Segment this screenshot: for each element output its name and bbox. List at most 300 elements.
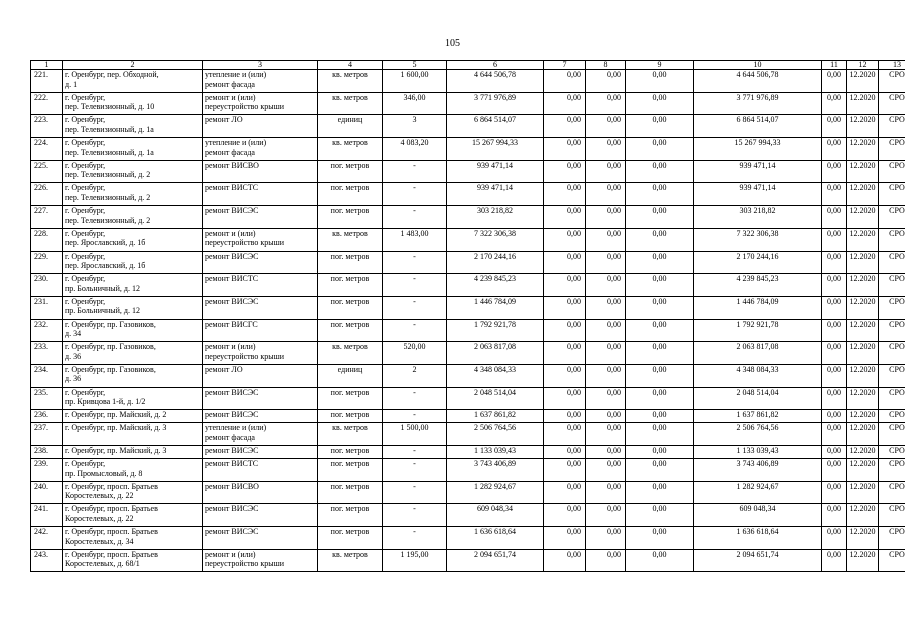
total-cost-cell: 4 348 084,33	[447, 364, 544, 387]
col11-cell: 0,00	[822, 549, 847, 572]
address-cell-line: пер. Ярославский, д. 1б	[65, 261, 146, 270]
address-cell-line: пр. Больничный, д. 12	[65, 306, 141, 316]
col7-cell: 0,00	[544, 527, 586, 550]
work-type-cell-line: ремонт ВИСВО	[205, 481, 259, 491]
table-row	[31, 296, 905, 319]
completion-date-cell: 12.2020	[847, 206, 879, 229]
quantity-cell: -	[383, 446, 447, 459]
table-row	[31, 459, 905, 482]
col7-cell: 0,00	[544, 459, 586, 482]
col11-cell: 0,00	[822, 410, 847, 423]
row-number: 222.	[31, 92, 63, 115]
row-number: 230.	[31, 274, 63, 297]
column-number-row	[31, 61, 905, 70]
col7-cell: 0,00	[544, 504, 586, 527]
funding-method-cell: СРО	[879, 115, 905, 138]
address-cell-line: д. 36	[65, 374, 82, 384]
completion-date-cell: 12.2020	[847, 183, 879, 206]
row-number: 226.	[31, 183, 63, 206]
col11-cell: 0,00	[822, 504, 847, 527]
row-number: 238.	[31, 446, 63, 459]
unit-cell: пог. метров	[318, 387, 383, 410]
funding-method-cell: СРО	[879, 504, 905, 527]
col9-cell: 0,00	[626, 296, 694, 319]
col10-cell: 1 637 861,82	[694, 410, 822, 423]
col10-cell: 1 282 924,67	[694, 481, 822, 504]
work-type-cell-line: утепление и (или)	[205, 70, 267, 79]
unit-cell: кв. метров	[318, 423, 383, 446]
col9-cell: 0,00	[626, 342, 694, 365]
row-number: 242.	[31, 527, 63, 550]
table-row	[31, 274, 905, 297]
table-row	[31, 183, 905, 206]
col8-cell: 0,00	[586, 296, 626, 319]
work-type-cell	[203, 410, 318, 423]
total-cost-cell: 2 506 764,56	[447, 423, 544, 446]
completion-date-cell: 12.2020	[847, 549, 879, 572]
address-cell-line: г. Оренбург,	[65, 296, 106, 306]
total-cost-cell: 3 771 976,89	[447, 92, 544, 115]
total-cost-cell: 7 322 306,38	[447, 228, 544, 251]
completion-date-cell: 12.2020	[847, 342, 879, 365]
col7-cell: 0,00	[544, 206, 586, 229]
col10-cell: 1 133 039,43	[694, 446, 822, 459]
work-type-cell-line: ремонт ВИСЭС	[205, 410, 259, 420]
quantity-cell: -	[383, 459, 447, 482]
col10-cell: 6 864 514,07	[694, 115, 822, 138]
table-row	[31, 160, 905, 183]
funding-method-cell: СРО	[879, 206, 905, 229]
address-cell	[63, 296, 203, 319]
completion-date-cell: 12.2020	[847, 70, 879, 93]
col10-cell: 4 644 506,78	[694, 70, 822, 93]
col7-cell: 0,00	[544, 274, 586, 297]
column-number-header: 13	[879, 61, 905, 70]
col8-cell: 0,00	[586, 183, 626, 206]
work-type-cell-line: ремонт ВИСЭС	[205, 504, 259, 514]
work-type-cell-line: переустройство крыши	[205, 102, 285, 112]
total-cost-cell: 939 471,14	[447, 183, 544, 206]
total-cost-cell: 1 282 924,67	[447, 481, 544, 504]
address-cell-line: д. 36	[65, 351, 82, 361]
work-type-cell	[203, 504, 318, 527]
work-type-cell-line: ремонт ВИСЭС	[205, 527, 259, 537]
work-type-cell-line: ремонт фасада	[205, 147, 255, 157]
address-cell-line: г. Оренбург,	[65, 115, 106, 125]
address-cell-line: Коростелевых, д. 22	[65, 491, 134, 501]
col11-cell: 0,00	[822, 527, 847, 550]
address-cell-line: г. Оренбург, пр. Майский, д. 3	[65, 423, 167, 433]
table-row	[31, 410, 905, 423]
col9-cell: 0,00	[626, 228, 694, 251]
column-number-header: 6	[447, 61, 544, 70]
work-type-cell-line: ремонт ВИСВО	[205, 160, 259, 170]
address-cell-line: г. Оренбург,	[65, 387, 106, 397]
col7-cell: 0,00	[544, 481, 586, 504]
col11-cell: 0,00	[822, 206, 847, 229]
total-cost-cell: 1 133 039,43	[447, 446, 544, 459]
col10-cell: 939 471,14	[694, 160, 822, 183]
col9-cell: 0,00	[626, 504, 694, 527]
col10-cell: 303 218,82	[694, 206, 822, 229]
column-number-header: 3	[203, 61, 318, 70]
address-cell	[63, 387, 203, 410]
col9-cell: 0,00	[626, 92, 694, 115]
table-header	[31, 61, 905, 70]
col11-cell: 0,00	[822, 228, 847, 251]
col8-cell: 0,00	[586, 504, 626, 527]
work-type-cell-line: переустройство крыши	[205, 559, 285, 569]
work-type-cell	[203, 160, 318, 183]
funding-method-cell: СРО	[879, 138, 905, 161]
table-row	[31, 138, 905, 161]
work-type-cell-line: ремонт ЛО	[205, 115, 243, 125]
total-cost-cell: 609 048,34	[447, 504, 544, 527]
funding-method-cell: СРО	[879, 70, 905, 93]
completion-date-cell: 12.2020	[847, 410, 879, 423]
address-cell-line: г. Оренбург, пр. Майский, д. 3	[65, 446, 167, 455]
quantity-cell: -	[383, 206, 447, 229]
col7-cell: 0,00	[544, 423, 586, 446]
col9-cell: 0,00	[626, 206, 694, 229]
column-number-header: 11	[822, 61, 847, 70]
column-number-header: 1	[31, 61, 63, 70]
work-type-cell	[203, 183, 318, 206]
address-cell-line: г. Оренбург,	[65, 251, 106, 261]
column-number-header: 8	[586, 61, 626, 70]
col11-cell: 0,00	[822, 342, 847, 365]
col8-cell: 0,00	[586, 342, 626, 365]
col11-cell: 0,00	[822, 251, 847, 274]
address-cell	[63, 410, 203, 423]
work-type-cell	[203, 364, 318, 387]
funding-method-cell: СРО	[879, 342, 905, 365]
address-cell-line: пер. Телевизионный, д. 2	[65, 170, 151, 180]
address-cell	[63, 549, 203, 572]
work-type-cell-line: ремонт и (или)	[205, 92, 256, 102]
unit-cell: кв. метров	[318, 70, 383, 93]
completion-date-cell: 12.2020	[847, 527, 879, 550]
col8-cell: 0,00	[586, 115, 626, 138]
unit-cell: пог. метров	[318, 459, 383, 482]
work-type-cell	[203, 527, 318, 550]
unit-cell: кв. метров	[318, 549, 383, 572]
col9-cell: 0,00	[626, 410, 694, 423]
col8-cell: 0,00	[586, 387, 626, 410]
col10-cell: 1 792 921,78	[694, 319, 822, 342]
row-number: 224.	[31, 138, 63, 161]
funding-method-cell: СРО	[879, 251, 905, 274]
col7-cell: 0,00	[544, 549, 586, 572]
row-number: 237.	[31, 423, 63, 446]
funding-method-cell: СРО	[879, 410, 905, 423]
col8-cell: 0,00	[586, 446, 626, 459]
funding-method-cell: СРО	[879, 160, 905, 183]
quantity-cell: -	[383, 183, 447, 206]
col10-cell: 7 322 306,38	[694, 228, 822, 251]
work-type-cell-line: ремонт ЛО	[205, 364, 243, 374]
completion-date-cell: 12.2020	[847, 251, 879, 274]
col9-cell: 0,00	[626, 115, 694, 138]
table-row	[31, 319, 905, 342]
quantity-cell: -	[383, 387, 447, 410]
col11-cell: 0,00	[822, 364, 847, 387]
unit-cell: кв. метров	[318, 228, 383, 251]
row-number: 234.	[31, 364, 63, 387]
unit-cell: пог. метров	[318, 319, 383, 342]
table-row	[31, 92, 905, 115]
funding-method-cell: СРО	[879, 423, 905, 446]
row-number: 243.	[31, 549, 63, 572]
address-cell-line: пер. Телевизионный, д. 1а	[65, 124, 154, 134]
col11-cell: 0,00	[822, 423, 847, 446]
address-cell	[63, 342, 203, 365]
work-type-cell	[203, 446, 318, 459]
address-cell-line: пр. Промысловый, д. 8	[65, 468, 143, 478]
col10-cell: 939 471,14	[694, 183, 822, 206]
address-cell-line: Коростелевых, д. 68/1	[65, 559, 140, 569]
total-cost-cell: 303 218,82	[447, 206, 544, 229]
unit-cell: пог. метров	[318, 160, 383, 183]
col7-cell: 0,00	[544, 251, 586, 274]
completion-date-cell: 12.2020	[847, 92, 879, 115]
row-number: 232.	[31, 319, 63, 342]
address-cell-line: пер. Телевизионный, д. 1а	[65, 147, 154, 157]
address-cell-line: г. Оренбург, пр. Майский, д. 2	[65, 410, 167, 420]
address-cell	[63, 183, 203, 206]
column-number-header: 5	[383, 61, 447, 70]
row-number: 235.	[31, 387, 63, 410]
row-number: 239.	[31, 459, 63, 482]
total-cost-cell: 939 471,14	[447, 160, 544, 183]
address-cell-line: Коростелевых, д. 22	[65, 513, 134, 523]
col7-cell: 0,00	[544, 138, 586, 161]
total-cost-cell: 1 636 618,64	[447, 527, 544, 550]
col10-cell: 2 094 651,74	[694, 549, 822, 572]
col9-cell: 0,00	[626, 183, 694, 206]
column-number-header: 12	[847, 61, 879, 70]
work-type-cell-line: ремонт ВИСЭС	[205, 206, 259, 216]
col11-cell: 0,00	[822, 446, 847, 459]
col8-cell: 0,00	[586, 319, 626, 342]
address-cell	[63, 228, 203, 251]
unit-cell: пог. метров	[318, 446, 383, 459]
total-cost-cell: 2 048 514,04	[447, 387, 544, 410]
quantity-cell: 1 483,00	[383, 228, 447, 251]
work-type-cell	[203, 138, 318, 161]
column-number-header: 7	[544, 61, 586, 70]
col9-cell: 0,00	[626, 251, 694, 274]
total-cost-cell: 1 446 784,09	[447, 296, 544, 319]
funding-method-cell: СРО	[879, 459, 905, 482]
work-type-cell-line: утепление и (или)	[205, 423, 267, 433]
col8-cell: 0,00	[586, 251, 626, 274]
table-row	[31, 364, 905, 387]
quantity-cell: -	[383, 527, 447, 550]
funding-method-cell: СРО	[879, 549, 905, 572]
col7-cell: 0,00	[544, 410, 586, 423]
address-cell	[63, 70, 203, 93]
col8-cell: 0,00	[586, 549, 626, 572]
address-cell-line: пр. Больничный, д. 12	[65, 283, 141, 293]
unit-cell: пог. метров	[318, 251, 383, 274]
work-type-cell	[203, 387, 318, 410]
col7-cell: 0,00	[544, 446, 586, 459]
table-row	[31, 115, 905, 138]
address-cell-line: д. 34	[65, 329, 82, 339]
address-cell	[63, 504, 203, 527]
work-type-cell-line: ремонт и (или)	[205, 549, 256, 559]
col9-cell: 0,00	[626, 364, 694, 387]
address-cell-line: г. Оренбург, пр. Газовиков,	[65, 342, 156, 352]
row-number: 228.	[31, 228, 63, 251]
funding-method-cell: СРО	[879, 274, 905, 297]
col8-cell: 0,00	[586, 206, 626, 229]
quantity-cell: -	[383, 504, 447, 527]
address-cell-line: пр. Кривцова 1-й, д. 1/2	[65, 397, 146, 407]
total-cost-cell: 1 637 861,82	[447, 410, 544, 423]
completion-date-cell: 12.2020	[847, 423, 879, 446]
col8-cell: 0,00	[586, 459, 626, 482]
col8-cell: 0,00	[586, 228, 626, 251]
col10-cell: 2 170 244,16	[694, 251, 822, 274]
unit-cell: кв. метров	[318, 92, 383, 115]
address-cell-line: г. Оренбург,	[65, 183, 106, 193]
col9-cell: 0,00	[626, 138, 694, 161]
completion-date-cell: 12.2020	[847, 115, 879, 138]
col11-cell: 0,00	[822, 296, 847, 319]
work-type-cell-line: ремонт и (или)	[205, 342, 256, 352]
quantity-cell: -	[383, 274, 447, 297]
col8-cell: 0,00	[586, 92, 626, 115]
address-cell	[63, 481, 203, 504]
funding-method-cell: СРО	[879, 228, 905, 251]
work-type-cell-line: ремонт ВИСТС	[205, 274, 259, 284]
quantity-cell: 1 600,00	[383, 70, 447, 93]
table-row	[31, 481, 905, 504]
row-number: 225.	[31, 160, 63, 183]
col10-cell: 15 267 994,33	[694, 138, 822, 161]
col8-cell: 0,00	[586, 481, 626, 504]
column-number-header: 9	[626, 61, 694, 70]
table-row	[31, 342, 905, 365]
completion-date-cell: 12.2020	[847, 296, 879, 319]
address-cell	[63, 92, 203, 115]
funding-method-cell: СРО	[879, 446, 905, 459]
unit-cell: пог. метров	[318, 504, 383, 527]
table-row	[31, 70, 905, 93]
work-type-cell-line: ремонт ВИСГС	[205, 319, 258, 329]
repair-program-table	[30, 60, 905, 572]
col10-cell: 2 506 764,56	[694, 423, 822, 446]
col8-cell: 0,00	[586, 70, 626, 93]
work-type-cell	[203, 549, 318, 572]
address-cell-line: пер. Телевизионный, д. 10	[65, 102, 155, 112]
work-type-cell	[203, 228, 318, 251]
col8-cell: 0,00	[586, 410, 626, 423]
unit-cell: пог. метров	[318, 206, 383, 229]
completion-date-cell: 12.2020	[847, 274, 879, 297]
col8-cell: 0,00	[586, 274, 626, 297]
work-type-cell-line: ремонт фасада	[205, 79, 255, 89]
address-cell	[63, 138, 203, 161]
address-cell-line: г. Оренбург, просп. Братьев	[65, 549, 158, 559]
col10-cell: 4 239 845,23	[694, 274, 822, 297]
col10-cell: 1 446 784,09	[694, 296, 822, 319]
row-number: 233.	[31, 342, 63, 365]
work-type-cell-line: ремонт ВИСЭС	[205, 446, 259, 455]
table-row	[31, 228, 905, 251]
col9-cell: 0,00	[626, 423, 694, 446]
unit-cell: пог. метров	[318, 296, 383, 319]
address-cell-line: г. Оренбург, пер. Обходной,	[65, 70, 159, 79]
table-row	[31, 251, 905, 274]
col9-cell: 0,00	[626, 70, 694, 93]
address-cell-line: г. Оренбург,	[65, 206, 106, 216]
work-type-cell-line: утепление и (или)	[205, 138, 267, 148]
col7-cell: 0,00	[544, 115, 586, 138]
quantity-cell: -	[383, 481, 447, 504]
address-cell-line: д. 1	[65, 79, 78, 89]
work-type-cell	[203, 251, 318, 274]
row-number: 221.	[31, 70, 63, 93]
page-number: 105	[445, 38, 460, 49]
quantity-cell: -	[383, 251, 447, 274]
col11-cell: 0,00	[822, 319, 847, 342]
quantity-cell: -	[383, 296, 447, 319]
address-cell	[63, 274, 203, 297]
work-type-cell-line: ремонт ВИСЭС	[205, 387, 259, 397]
address-cell-line: г. Оренбург,	[65, 228, 106, 238]
work-type-cell	[203, 115, 318, 138]
funding-method-cell: СРО	[879, 319, 905, 342]
address-cell-line: г. Оренбург,	[65, 459, 106, 468]
unit-cell: пог. метров	[318, 527, 383, 550]
table-row	[31, 504, 905, 527]
col11-cell: 0,00	[822, 70, 847, 93]
quantity-cell: 2	[383, 364, 447, 387]
work-type-cell	[203, 296, 318, 319]
row-number: 223.	[31, 115, 63, 138]
address-cell	[63, 423, 203, 446]
col10-cell: 3 743 406,89	[694, 459, 822, 482]
table-row	[31, 206, 905, 229]
col7-cell: 0,00	[544, 228, 586, 251]
work-type-cell-line: ремонт ВИСЭС	[205, 296, 259, 306]
completion-date-cell: 12.2020	[847, 364, 879, 387]
work-type-cell	[203, 70, 318, 93]
address-cell-line: Коростелевых, д. 34	[65, 536, 134, 546]
work-type-cell	[203, 481, 318, 504]
address-cell-line: г. Оренбург,	[65, 138, 106, 148]
unit-cell: единиц	[318, 115, 383, 138]
col11-cell: 0,00	[822, 92, 847, 115]
work-type-cell	[203, 206, 318, 229]
work-type-cell-line: переустройство крыши	[205, 351, 285, 361]
col9-cell: 0,00	[626, 387, 694, 410]
work-type-cell	[203, 342, 318, 365]
address-cell-line: г. Оренбург, просп. Братьев	[65, 481, 158, 491]
column-number-header: 4	[318, 61, 383, 70]
col7-cell: 0,00	[544, 387, 586, 410]
total-cost-cell: 2 063 817,08	[447, 342, 544, 365]
quantity-cell: 4 083,20	[383, 138, 447, 161]
funding-method-cell: СРО	[879, 296, 905, 319]
completion-date-cell: 12.2020	[847, 446, 879, 459]
completion-date-cell: 12.2020	[847, 504, 879, 527]
col8-cell: 0,00	[586, 423, 626, 446]
funding-method-cell: СРО	[879, 183, 905, 206]
